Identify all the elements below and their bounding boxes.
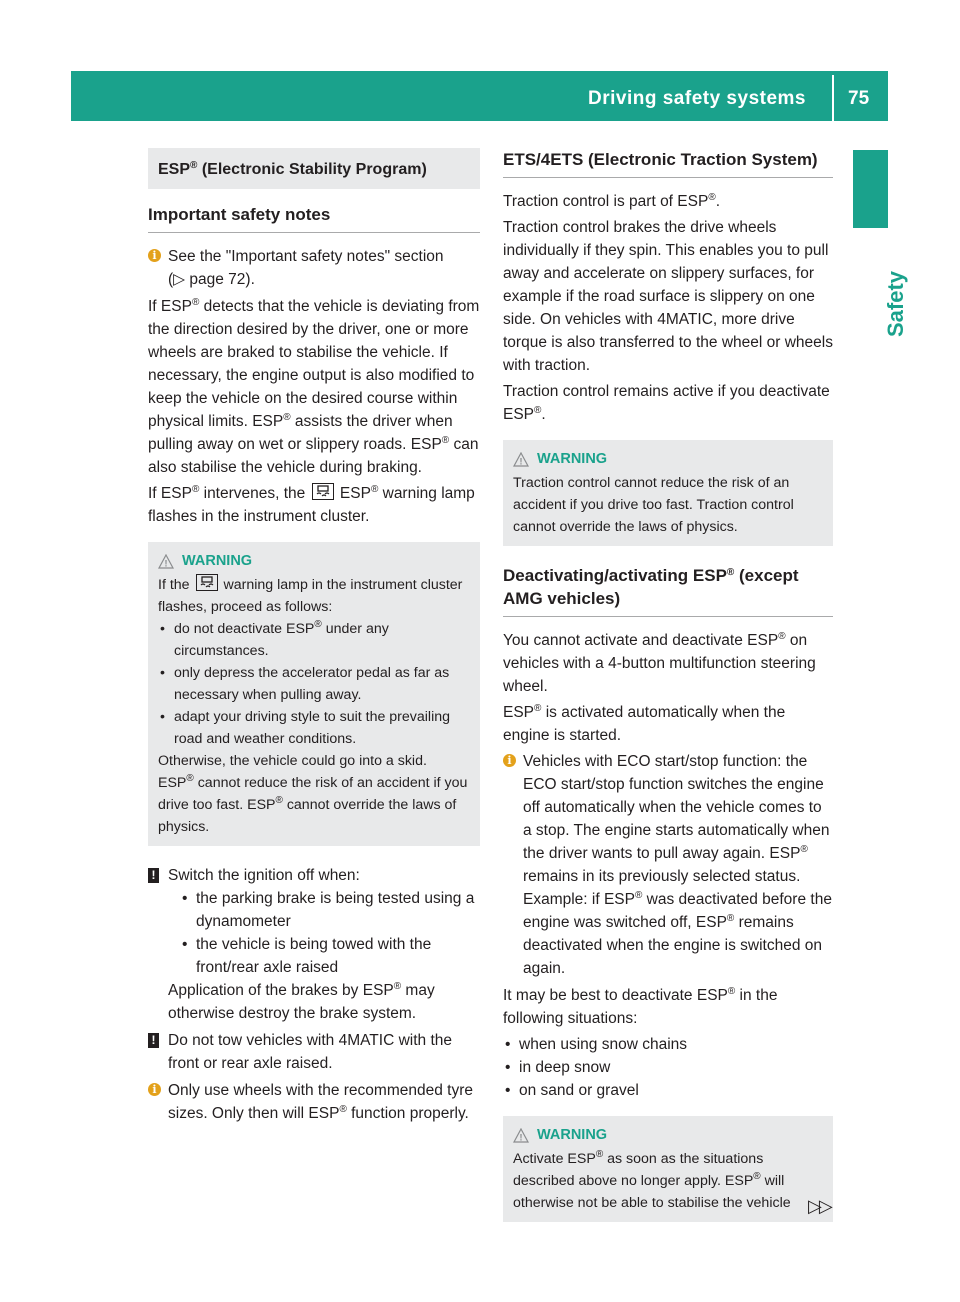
- paragraph: It may be best to deactivate ESP® in the following situations:: [503, 986, 778, 1027]
- list-item: • when using snow chains: [503, 1033, 833, 1056]
- info-icon: i: [503, 754, 516, 767]
- esp-warning-lamp-icon: [312, 483, 334, 500]
- paragraph: Traction control is part of ESP®.: [503, 192, 721, 210]
- page-number: 75: [848, 88, 870, 109]
- info-note: i See the "Important safety notes" section (▷ page 72).: [148, 245, 480, 291]
- exclamation-icon: !: [148, 1033, 159, 1048]
- side-tab-label: Safety: [883, 270, 908, 337]
- info-icon: i: [148, 249, 161, 262]
- caution-note: ! Do not tow vehicles with 4MATIC with the front or rear axle raised.: [148, 1029, 480, 1075]
- section-title: ESP® (Electronic Stability Program): [148, 148, 480, 189]
- list-item: • on sand or gravel: [503, 1079, 833, 1102]
- warning-box: ! WARNING Traction control cannot reduce the risk of an accident if you drive too fast. Traction control cannot override the laws of physics.: [503, 440, 833, 546]
- info-note: i Vehicles with ECO start/stop function: the ECO start/stop function switches the engine off automatically when the vehicle comes to a stop. The engine starts automatically when the driver wants to pull away again. ESP® remains in its previously selected status. Example: if ESP® was deactivated before the engine was switched off, ESP® remains deactivated when the engine is switched on again.: [503, 750, 833, 980]
- paragraph: Traction control remains active if you deactivate ESP®.: [503, 383, 830, 423]
- warning-triangle-icon: [513, 452, 529, 467]
- paragraph: If ESP® intervenes, the ESP® warning lamp flashes in the instrument cluster.: [148, 484, 475, 525]
- svg-text:!: !: [519, 456, 523, 466]
- section-heading: ETS/4ETS (Electronic Traction System): [503, 148, 833, 178]
- warning-box: ! WARNING If the warning lamp in the instrument cluster flashes, proceed as follows: • do not deactivate ESP® under any circumstances. • only depress the accelerator pedal as far as necessary when pulling away. • adapt your driving style to suit the prevailing road and weather conditions. Otherwise, the vehicle could go into a skid. ESP® cannot reduce the risk of an accident if you drive too fast. ESP® cannot override the laws of physics.: [148, 542, 480, 846]
- header-divider: [832, 75, 834, 121]
- paragraph: ESP® is activated automatically when the engine is started.: [503, 703, 786, 744]
- side-tab-marker: [853, 150, 888, 228]
- svg-text:!: !: [519, 1132, 523, 1142]
- subheading: Important safety notes: [148, 203, 480, 233]
- paragraph: If ESP® detects that the vehicle is deviating from the direction desired by the driver, one or more wheels are braked to stabilise the vehicle. If necessary, the engine output is also modified to keep the vehicle on the desired course within physical limits. ESP® assists the driver when pulling away on wet or slippery roads. ESP® can also stabilise the vehicle during braking.: [148, 297, 480, 476]
- section-heading: Deactivating/activating ESP® (except AMG vehicles): [503, 564, 833, 617]
- list-item: • in deep snow: [503, 1056, 833, 1079]
- warning-triangle-icon: [513, 1128, 529, 1143]
- exclamation-icon: !: [148, 868, 159, 883]
- paragraph: You cannot activate and deactivate ESP® on vehicles with a 4-button multifunction steering wheel.: [503, 631, 816, 695]
- caution-note: ! Switch the ignition off when: • the parking brake is being tested using a dynamometer • the vehicle is being towed with the front/rear axle raised Application of the brakes by ESP® may otherwise destroy the brake system.: [148, 864, 480, 1025]
- info-note: i Only use wheels with the recommended tyre sizes. Only then will ESP® function properly.: [148, 1079, 480, 1125]
- svg-text:!: !: [164, 558, 168, 568]
- info-icon: i: [148, 1083, 161, 1096]
- esp-warning-lamp-icon: [196, 574, 218, 591]
- chapter-title: Driving safety systems: [588, 88, 806, 109]
- warning-triangle-icon: [158, 554, 174, 569]
- left-column: [148, 148, 480, 1129]
- continued-arrow-icon: ▷▷: [808, 1196, 830, 1216]
- right-column: [503, 148, 833, 1240]
- warning-box: ! WARNING Activate ESP® as soon as the situations described above no longer apply. ESP® will otherwise not be able to stabilise the vehicle: [503, 1116, 833, 1222]
- paragraph: Traction control brakes the drive wheels individually if they spin. This enables you to pull away and accelerate on slippery surfaces, for example if the road surface is slippery on one side. On vehicles with 4MATIC, more drive torque is also transferred to the wheel or wheels with traction.: [503, 219, 833, 374]
